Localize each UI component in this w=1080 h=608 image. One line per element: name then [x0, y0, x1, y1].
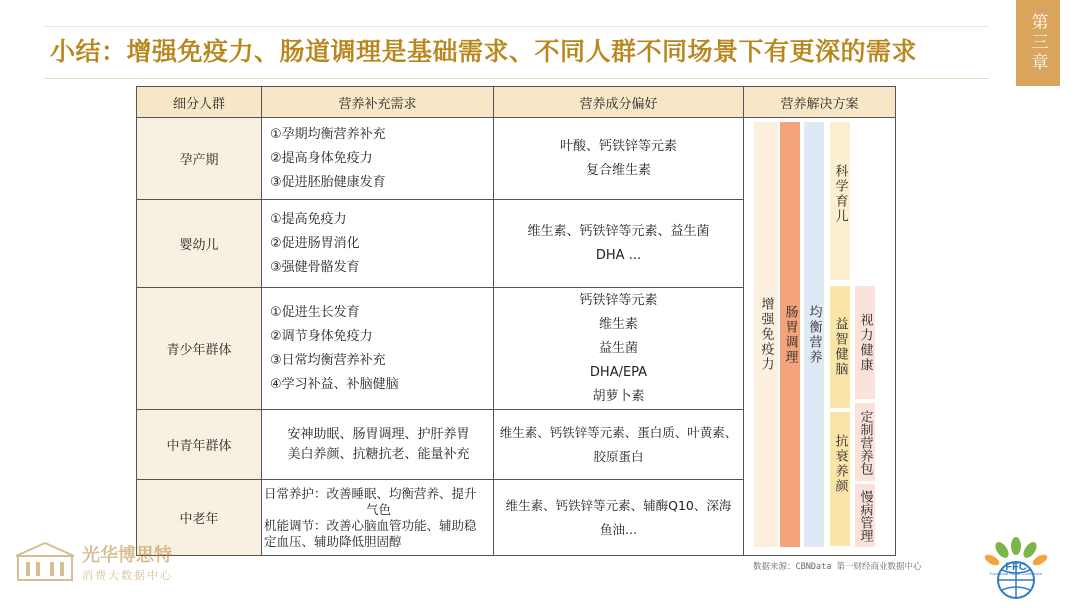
pref-line: 钙铁锌等元素	[579, 292, 658, 308]
solution-chronic	[855, 484, 875, 547]
preferences-cell	[494, 288, 744, 410]
pref-line: 维生素、钙铁锌等元素、蛋白质、叶黄素、	[499, 424, 738, 440]
page-title: 小结：增强免疫力、肠道调理是基础需求、不同人群不同场景下有更深的需求	[50, 37, 918, 66]
solution-label: 视力健康	[857, 312, 873, 373]
table-row	[137, 118, 896, 200]
needs-line: ①孕期均衡营养补充	[270, 126, 386, 142]
pref-line: 益生菌	[598, 340, 638, 356]
solution-balance	[804, 122, 824, 547]
solution-immunity	[754, 122, 778, 547]
needs-cell	[262, 288, 494, 410]
summary-table	[136, 86, 896, 556]
needs-cell	[262, 118, 494, 200]
solution-label: 增强免疫力	[758, 297, 774, 372]
pref-line: 胶原蛋白	[593, 448, 644, 464]
top-divider	[44, 26, 989, 27]
needs-line: ④学习补益、补脑健脑	[270, 376, 399, 392]
pref-line: 维生素、钙铁锌等元素、辅酶Q10、深海	[505, 497, 732, 513]
header-needs: 营养补充需求	[262, 87, 494, 118]
ffc-logo-text: FFC	[1005, 561, 1027, 573]
table-header-row	[137, 87, 896, 118]
needs-line: 气色	[365, 501, 391, 517]
segment-cell: 婴幼儿	[137, 200, 262, 288]
needs-line: 机能调节：改善心脑血管功能、辅助稳	[264, 517, 477, 533]
solution-antiaging	[830, 412, 850, 546]
segment-cell: 中老年	[137, 480, 262, 556]
segment-cell: 青少年群体	[137, 288, 262, 410]
header-segment: 细分人群	[137, 87, 262, 118]
ffc-globe-icon	[980, 536, 1052, 602]
solution-custom	[855, 403, 875, 481]
ffc-logo-subtitle: Functional Foods Conference	[989, 571, 1043, 576]
needs-line: 定血压、辅助降低胆固醇	[264, 533, 402, 549]
pref-line: 鱼油...	[600, 521, 637, 537]
logo-ffc	[980, 536, 1052, 606]
logo-guanghua	[14, 540, 173, 584]
needs-cell	[262, 200, 494, 288]
needs-line: ③强健骨骼发育	[270, 259, 360, 275]
solution-label: 科学育儿	[832, 164, 848, 224]
logo-name: 光华博思特	[82, 545, 172, 566]
preferences-cell	[494, 480, 744, 556]
header-solutions: 营养解决方案	[744, 87, 896, 118]
pref-line: 复合维生素	[585, 162, 651, 178]
solution-vision	[855, 286, 875, 399]
needs-line: ①促进生长发育	[270, 304, 360, 320]
pref-line: 维生素	[598, 316, 638, 332]
needs-line: ②提高身体免疫力	[270, 150, 373, 166]
title-divider	[44, 78, 989, 79]
header-preferences: 营养成分偏好	[494, 87, 744, 118]
needs-line: 日常养护：改善睡眠、均衡营养、提升	[264, 485, 477, 501]
needs-line: ②促进肠胃消化	[270, 235, 360, 251]
solution-label: 益智健脑	[832, 317, 848, 377]
needs-line: ③日常均衡营养补充	[270, 352, 386, 368]
needs-line: ③促进胚胎健康发育	[270, 174, 386, 190]
needs-cell	[262, 410, 494, 480]
building-logo-icon	[14, 540, 76, 584]
needs-line: 安神助眠、肠胃调理、护肝养胃	[287, 426, 470, 442]
needs-line: ①提高免疫力	[270, 211, 347, 227]
solution-label: 均衡营养	[806, 304, 822, 365]
logo-subtitle: 消费大数据中心	[82, 569, 173, 582]
needs-line: 美白养颜、抗糖抗老、能量补充	[287, 446, 470, 462]
preferences-cell	[494, 200, 744, 288]
solution-parenting	[830, 122, 850, 280]
segment-cell: 中青年群体	[137, 410, 262, 480]
source-note: 数据来源：CBNData 第一财经商业数据中心	[753, 562, 922, 572]
needs-cell	[262, 480, 494, 556]
pref-line: 胡萝卜素	[592, 388, 645, 404]
pref-line: DHA/EPA	[589, 364, 648, 380]
pref-line: 维生素、钙铁锌等元素、益生菌	[527, 223, 710, 239]
solutions-cell	[744, 118, 896, 556]
preferences-cell	[494, 410, 744, 480]
needs-line: ②调节身体免疫力	[270, 328, 373, 344]
solution-label: 定制营养包	[857, 409, 873, 475]
pref-line: 叶酸、钙铁锌等元素	[559, 138, 677, 154]
chapter-tab: 第三章	[1016, 0, 1060, 86]
solution-brain	[830, 286, 850, 408]
solution-label: 慢病管理	[857, 489, 873, 542]
solution-gut	[780, 122, 800, 547]
solution-label: 抗衰养颜	[832, 434, 848, 494]
segment-cell: 孕产期	[137, 118, 262, 200]
preferences-cell	[494, 118, 744, 200]
solution-label: 肠胃调理	[782, 304, 798, 365]
pref-line: DHA ...	[595, 247, 642, 263]
